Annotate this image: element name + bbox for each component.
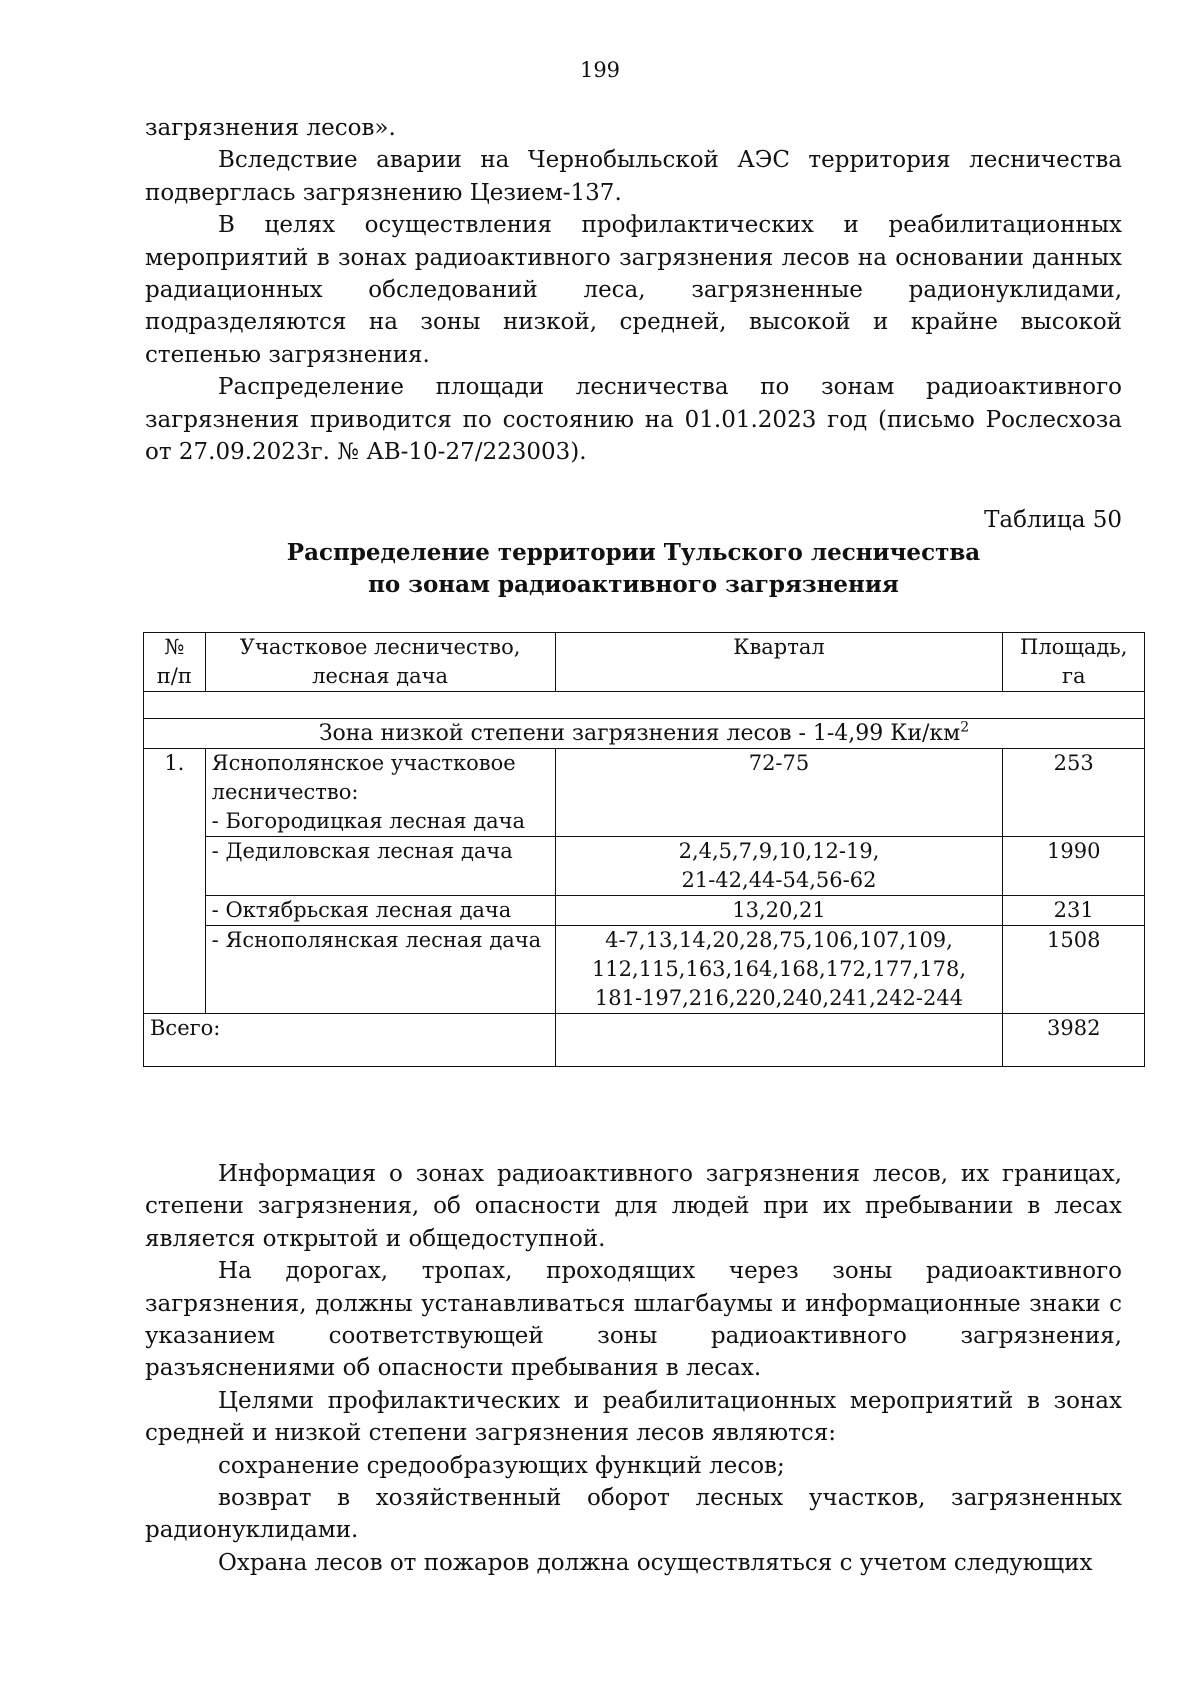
total-quarter-cell xyxy=(555,1014,1003,1067)
bottom-text-block xyxy=(145,1158,1122,1579)
header-forestry xyxy=(205,633,555,692)
table-row xyxy=(144,837,1145,896)
area-cell: 1508 xyxy=(1003,926,1145,1014)
zone-row xyxy=(144,719,1145,749)
top-text-block xyxy=(145,112,1122,468)
quarter-line: 112,115,163,164,168,172,177,178, xyxy=(591,957,966,981)
area-cell: 1990 xyxy=(1003,837,1145,896)
paragraph-distribution: Распределение площади лесничества по зонам радиоактивного загрязнения приводится по состоянию на 01.01.2023 год (письмо Рослесхоза от 27.09.2023г. № АВ-10-27/223003). xyxy=(145,374,1122,466)
forestry-name-cell xyxy=(205,749,555,837)
paragraph-barriers: На дорогах, тропах, проходящих через зоны радиоактивного загрязнения, должны устанавливаться шлагбаумы и информационные знаки с указанием соответствующей зоны радиоактивного загрязнения, разъяснениями об опасности пребывания в лесах. xyxy=(145,1258,1122,1382)
header-area-line1: Площадь, xyxy=(1020,635,1128,659)
quarter-line: 13,20,21 xyxy=(732,898,826,922)
row-number: 1. xyxy=(144,749,206,1014)
paragraph-fire-protection: Охрана лесов от пожаров должна осуществляться с учетом следующих xyxy=(218,1549,1093,1576)
quarter-line: 4-7,13,14,20,28,75,106,107,109, xyxy=(605,928,953,952)
table-title xyxy=(145,537,1122,601)
header-number-line2: п/п xyxy=(156,664,192,688)
quarter-cell xyxy=(555,837,1003,896)
empty-cell xyxy=(144,692,1145,719)
table-row xyxy=(144,896,1145,926)
paragraph-zones: В целях осуществления профилактических и реабилитационных мероприятий в зонах радиоактивного загрязнения лесов на основании данных радиационных обследований леса, загрязненные радионуклидами, подразделяются на зоны низкой, средней, высокой и крайне высокой степенью загрязнения. xyxy=(145,212,1122,368)
forestry-name-line: лесничество: xyxy=(211,780,359,804)
table-empty-row xyxy=(144,692,1145,719)
table-title-line2: по зонам радиоактивного загрязнения xyxy=(368,571,899,598)
table-caption: Таблица 50 xyxy=(984,507,1122,533)
header-number-line1: № xyxy=(164,635,185,659)
quarter-line: 181-197,216,220,240,241,242-244 xyxy=(594,986,964,1010)
total-row xyxy=(144,1014,1145,1067)
forestry-name-line: Яснополянское участковое xyxy=(211,751,516,775)
quarter-cell xyxy=(555,896,1003,926)
zone-label: Зона низкой степени загрязнения лесов - 1-4,99 Ки/км xyxy=(318,721,961,746)
paragraph-information: Информация о зонах радиоактивного загрязнения лесов, их границах, степени загрязнения, об опасности для людей при их пребывании в лесах является открытой и общедоступной. xyxy=(145,1161,1122,1252)
total-label: Всего: xyxy=(144,1014,556,1067)
table-row xyxy=(144,926,1145,1014)
table-title-line1: Распределение территории Тульского лесничества xyxy=(286,539,981,566)
zone-label-superscript: 2 xyxy=(960,719,970,736)
quarter-line: 2,4,5,7,9,10,12-19, xyxy=(678,839,880,863)
forestry-name-line: - Дедиловская лесная дача xyxy=(211,839,513,863)
quarter-cell xyxy=(555,749,1003,837)
table-header-row xyxy=(144,633,1145,692)
header-forestry-line2: лесная дача xyxy=(312,664,448,688)
header-area xyxy=(1003,633,1145,692)
table-row xyxy=(144,749,1145,837)
paragraph-goals: Целями профилактических и реабилитационных мероприятий в зонах средней и низкой степени загрязнения лесов являются: xyxy=(145,1387,1122,1447)
paragraph-chernobyl: Вследствие аварии на Чернобыльской АЭС территория лесничества подверглась загрязнению Цезием-137. xyxy=(145,147,1122,206)
forestry-name-cell xyxy=(205,837,555,896)
area-cell: 231 xyxy=(1003,896,1145,926)
quarter-line: 72-75 xyxy=(748,751,810,775)
quarter-line: 21-42,44-54,56-62 xyxy=(681,868,877,892)
area-cell: 253 xyxy=(1003,749,1145,837)
total-area: 3982 xyxy=(1003,1014,1145,1067)
header-area-line2: га xyxy=(1061,664,1086,688)
contamination-table xyxy=(143,632,1145,1067)
forestry-name-line: - Яснополянская лесная дача xyxy=(211,928,542,952)
zone-label-cell xyxy=(144,719,1145,749)
paragraph-goal-2: возврат в хозяйственный оборот лесных участков, загрязненных радионуклидами. xyxy=(145,1485,1122,1544)
forestry-name-cell xyxy=(205,926,555,1014)
forestry-name-line: - Богородицкая лесная дача xyxy=(211,809,526,833)
paragraph-goal-1: сохранение средообразующих функций лесов; xyxy=(218,1452,785,1479)
header-number xyxy=(144,633,206,692)
forestry-name-cell xyxy=(205,896,555,926)
quarter-cell xyxy=(555,926,1003,1014)
header-quarter: Квартал xyxy=(555,633,1003,692)
paragraph-continuation: загрязнения лесов». xyxy=(145,115,396,141)
page-number: 199 xyxy=(579,58,621,82)
header-forestry-line1: Участковое лесничество, xyxy=(239,635,521,659)
forestry-name-line: - Октябрьская лесная дача xyxy=(211,898,512,922)
